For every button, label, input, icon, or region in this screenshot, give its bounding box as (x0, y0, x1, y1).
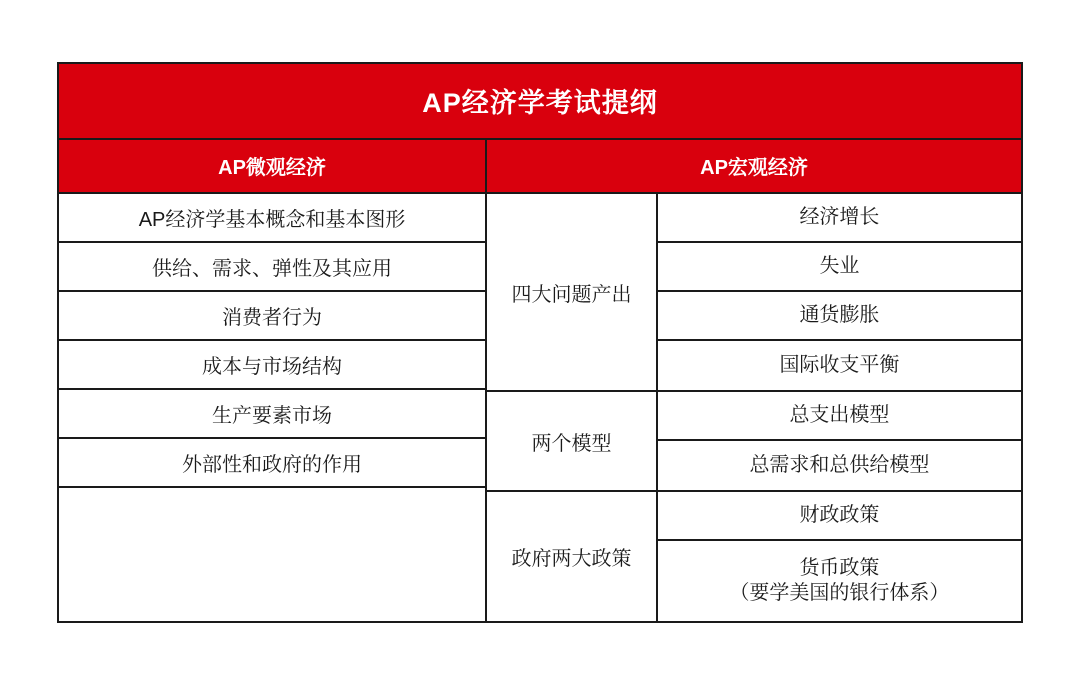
table-row: 消费者行为 (59, 292, 485, 341)
macro-column (487, 194, 1021, 621)
policy-name: 货币政策 (799, 557, 880, 579)
column-header-macro: AP宏观经济 (487, 140, 1021, 192)
table-row: AP经济学基本概念和基本图形 (59, 194, 485, 243)
column-header-micro: AP微观经济 (59, 140, 487, 192)
macro-group-two-policies (487, 492, 1021, 621)
exam-outline-table (57, 62, 1023, 623)
table-row: 财政政策 (658, 492, 1021, 541)
table-row: 失业 (658, 243, 1021, 292)
macro-group-items (658, 492, 1021, 621)
table-row (658, 541, 1021, 621)
table-row: 外部性和政府的作用 (59, 439, 485, 488)
macro-group-four-problems (487, 194, 1021, 392)
table-row: 通货膨胀 (658, 292, 1021, 341)
macro-group-label: 两个模型 (487, 392, 658, 490)
page-title: AP经济学考试提纲 (59, 64, 1021, 140)
table-row: 国际收支平衡 (779, 354, 900, 376)
table-row: 总需求和总供给模型 (749, 454, 930, 476)
table-row: 供给、需求、弹性及其应用 (59, 243, 485, 292)
macro-group-two-models (487, 392, 1021, 492)
macro-group-label: 四大问题产出 (487, 194, 658, 390)
table-row: 生产要素市场 (59, 390, 485, 439)
micro-column (59, 194, 487, 621)
macro-group-items (658, 392, 1021, 490)
table-row: 成本与市场结构 (59, 341, 485, 390)
table-row-empty (59, 488, 485, 621)
column-headers-row (59, 140, 1021, 194)
macro-group-label: 政府两大政策 (487, 492, 658, 621)
table-row: 经济增长 (658, 194, 1021, 243)
macro-group-items (658, 194, 1021, 390)
table-row: 总支出模型 (658, 392, 1021, 441)
policy-note: （要学美国的银行体系） (729, 582, 950, 604)
table-body (59, 194, 1021, 621)
